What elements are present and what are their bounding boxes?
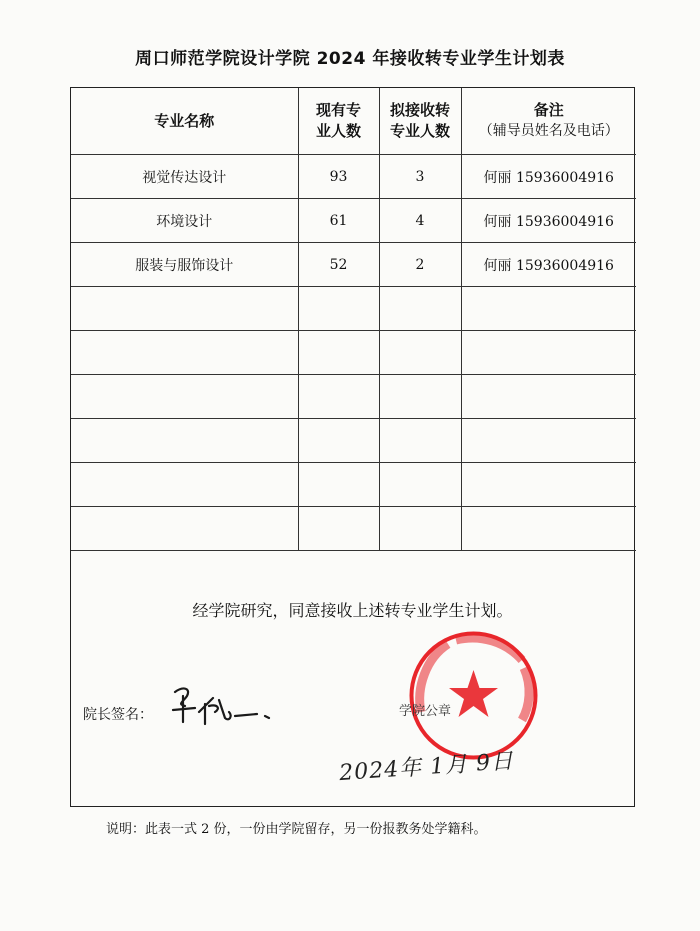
cell-major: 服装与服饰设计 <box>71 243 298 287</box>
dean-signature <box>169 682 289 726</box>
footnote: 说明：此表一式 2 份，一份由学院留存，另一份报教务处学籍科。 <box>106 822 487 837</box>
table-row-empty <box>71 419 636 463</box>
cell-current: 93 <box>298 155 379 199</box>
dean-signature-label: 院长签名： <box>83 707 153 723</box>
table-row <box>71 155 636 199</box>
cell-remark: 何丽 15936004916 <box>461 243 636 287</box>
table-row <box>71 243 636 287</box>
cell-planned: 4 <box>379 199 461 243</box>
header-remark: 备注 （辅导员姓名及电话） <box>461 88 636 155</box>
cell-major: 视觉传达设计 <box>71 155 298 199</box>
cell-planned: 2 <box>379 243 461 287</box>
signed-date: 2024年 1月 9日 <box>338 748 515 787</box>
header-current-count: 现有专 业人数 <box>298 88 379 155</box>
approval-statement: 经学院研究，同意接收上述转专业学生计划。 <box>192 601 513 620</box>
table-header-row <box>71 88 636 155</box>
cell-remark: 何丽 15936004916 <box>461 155 636 199</box>
cell-current: 61 <box>298 199 379 243</box>
college-seal <box>406 628 541 763</box>
table-row-empty <box>71 331 636 375</box>
table-row-empty <box>71 463 636 507</box>
seal-label: 学院公章 <box>399 704 452 719</box>
header-major: 专业名称 <box>71 88 298 155</box>
cell-major: 环境设计 <box>71 199 298 243</box>
cell-current: 52 <box>298 243 379 287</box>
cell-remark: 何丽 15936004916 <box>461 199 636 243</box>
plan-table <box>71 88 636 551</box>
form-frame <box>70 87 635 807</box>
page-title: 周口师范学院设计学院 2024 年接收转专业学生计划表 <box>135 49 565 69</box>
table-row <box>71 199 636 243</box>
table-row-empty <box>71 507 636 551</box>
table-row-empty <box>71 287 636 331</box>
header-planned-count: 拟接收转 专业人数 <box>379 88 461 155</box>
cell-planned: 3 <box>379 155 461 199</box>
table-row-empty <box>71 375 636 419</box>
